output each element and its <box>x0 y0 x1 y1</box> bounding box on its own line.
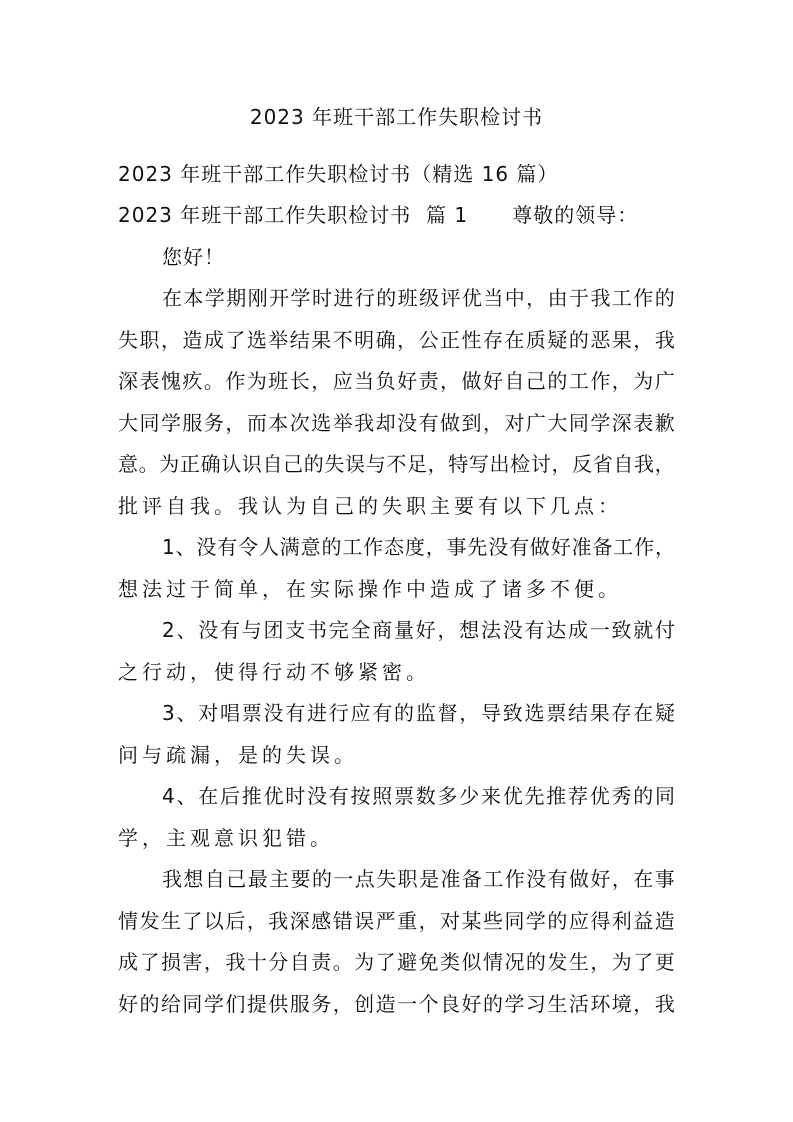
list-item-2-cont: 之行动，使得行动不够紧密。 <box>118 660 430 684</box>
list-item-1-cont: 想法过于简单，在实际操作中造成了诸多不便。 <box>118 577 622 601</box>
list-item-3: 3 、 对 唱 票 没 有 进 行 应 有 的 监 督 ， 导 致 选 票 结 果 存 在 疑 <box>162 701 675 725</box>
paragraph-line: 批评自我。我认为自己的失职主要有以下几点： <box>118 494 622 518</box>
document-subtitle: 2023 年班干部工作失职检讨书（精选 16 篇） <box>118 162 559 186</box>
paragraph-line: 大 同 学 服 务 ， 而 本 次 选 举 我 却 没 有 做 到 ， 对 广 大 同 学 深 表 歉 <box>118 411 675 435</box>
paragraph-line: 情 发 生 了 以 后 ， 我 深 感 错 误 严 重 ， 对 某 些 同 学 的 应 得 利 益 造 <box>118 909 675 933</box>
list-item-4-cont: 学，主观意识犯错。 <box>118 826 334 850</box>
paragraph-line: 意 。 为 正 确 认 识 自 己 的 失 误 与 不 足 ， 特 写 出 检 讨 ， 反 省 自 我 ， <box>118 452 675 476</box>
paragraph-line: 我 想 自 己 最 主 要 的 一 点 失 职 是 准 备 工 作 没 有 做 好 ， 在 事 <box>162 867 675 891</box>
document-title: 2023 年班干部工作失职检讨书 <box>249 105 544 129</box>
list-item-1: 1 、 没 有 令 人 满 意 的 工 作 态 度 ， 事 先 没 有 做 好 准 备 工 作 ， <box>162 535 675 559</box>
paragraph-line: 成 了 损 害 ， 我 十 分 自 责 。 为 了 避 免 类 似 情 况 的 发 生 ， 为 了 更 <box>118 950 675 974</box>
list-item-3-cont: 问与疏漏，是的失误。 <box>118 743 358 767</box>
paragraph-line: 在 本 学 期 刚 开 学 时 进 行 的 班 级 评 优 当 中 ， 由 于 我 工 作 的 <box>162 286 675 310</box>
paragraph-line: 失 职 ， 造 成 了 选 举 结 果 不 明 确 ， 公 正 性 存 在 质 疑 的 恶 果 ， 我 <box>118 328 675 352</box>
list-item-2: 2 、 没 有 与 团 支 书 完 全 商 量 好 ， 想 法 没 有 达 成 一 致 就 付 <box>162 618 675 642</box>
paragraph-line: 深 表 愧 疚 。 作 为 班 长 ， 应 当 负 好 责 ， 做 好 自 己 的 工 作 ， 为 广 <box>118 369 675 393</box>
list-item-4: 4 、 在 后 推 优 时 没 有 按 照 票 数 多 少 来 优 先 推 荐 优 秀 的 同 <box>162 784 675 808</box>
section-heading: 2023 年班干部工作失职检讨书 篇 1 尊敬的领导： <box>118 203 639 227</box>
greeting: 您好！ <box>162 245 225 269</box>
paragraph-line: 好 的 给 同 学 们 提 供 服 务 ， 创 造 一 个 良 好 的 学 习 生 活 环 境 ， 我 <box>118 992 675 1016</box>
